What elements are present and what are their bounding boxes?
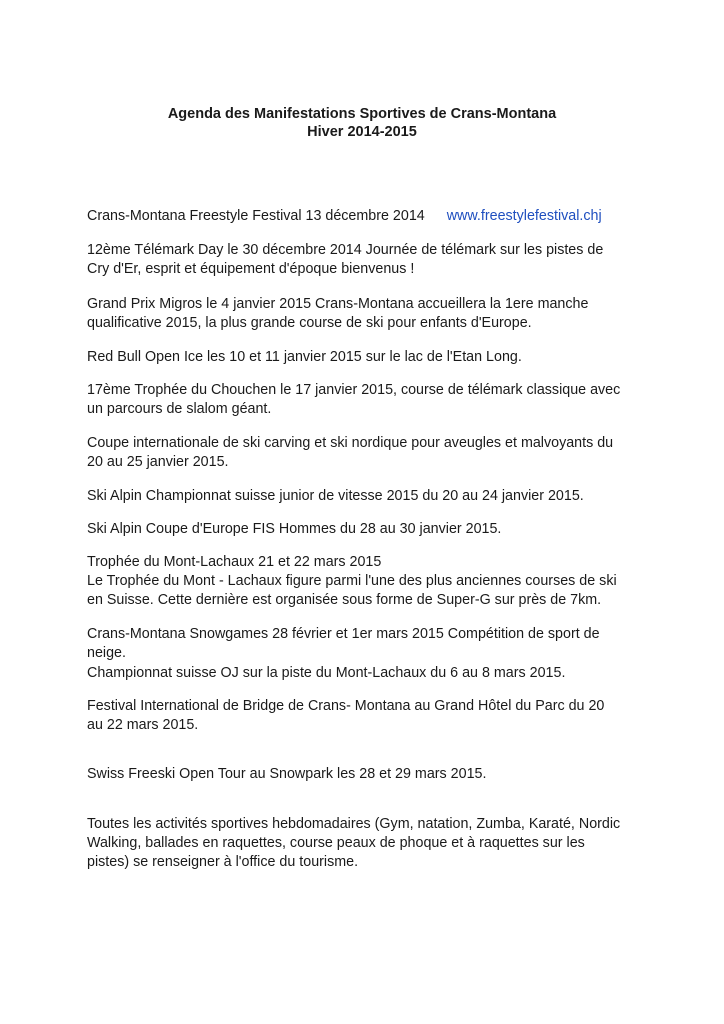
event-trophee-chouchen (87, 381, 657, 419)
event-grand-prix-migros (87, 295, 657, 333)
event-line: au 22 mars 2015. (87, 717, 199, 733)
event-line: un parcours de slalom géant. (87, 401, 272, 417)
event-line: Trophée du Mont-Lachaux 21 et 22 mars 2015 (87, 554, 382, 570)
document-title (0, 105, 724, 141)
title-line-2: Hiver 2014-2015 (307, 124, 417, 140)
event-red-bull-open-ice (87, 348, 657, 367)
event-line: 17ème Trophée du Chouchen le 17 janvier 2015, course de télémark classique avec (87, 382, 621, 398)
event-coupe-internationale (87, 434, 657, 472)
event-line: Red Bull Open Ice les 10 et 11 janvier 2015 sur le lac de l'Etan Long. (87, 349, 522, 365)
event-line: en Suisse. Cette dernière est organisée sous forme de Super-G sur près de 7km. (87, 592, 602, 608)
event-line: Ski Alpin Coupe d'Europe FIS Hommes du 28 au 30 janvier 2015. (87, 521, 502, 537)
event-line: Ski Alpin Championnat suisse junior de vitesse 2015 du 20 au 24 janvier 2015. (87, 488, 584, 504)
event-telemark-day (87, 241, 657, 279)
title-line-1: Agenda des Manifestations Sportives de Crans-Montana (167, 106, 557, 122)
event-line: 12ème Télémark Day le 30 décembre 2014 Journée de télémark sur les pistes de (87, 242, 604, 258)
event-swiss-freeski (87, 765, 657, 784)
event-text: Crans-Montana Freestyle Festival 13 décembre 2014 (87, 208, 425, 224)
event-line: Le Trophée du Mont - Lachaux figure parmi l'une des plus anciennes courses de ski (87, 573, 617, 589)
event-line: Cry d'Er, esprit et équipement d'époque bienvenus ! (87, 261, 415, 277)
event-line: 20 au 25 janvier 2015. (87, 454, 229, 470)
paragraph-weekly-activities (87, 815, 657, 872)
event-line: qualificative 2015, la plus grande course de ski pour enfants d'Europe. (87, 315, 532, 331)
event-championnat-junior (87, 487, 657, 506)
event-line: Championnat suisse OJ sur la piste du Mont-Lachaux du 6 au 8 mars 2015. (87, 665, 566, 681)
event-line: Swiss Freeski Open Tour au Snowpark les 28 et 29 mars 2015. (87, 766, 487, 782)
event-line: Grand Prix Migros le 4 janvier 2015 Crans-Montana accueillera la 1ere manche (87, 296, 589, 312)
event-line: Toutes les activités sportives hebdomadaires (Gym, natation, Zumba, Karaté, Nordic (87, 816, 621, 832)
event-line: pistes) se renseigner à l'office du tourisme. (87, 854, 359, 870)
event-championnat-oj (87, 664, 657, 683)
event-line: neige. (87, 645, 126, 661)
event-coupe-europe-fis (87, 520, 657, 539)
event-line: Walking, ballades en raquettes, course peaux de phoque et à raquettes sur les (87, 835, 585, 851)
event-line: Crans-Montana Snowgames 28 février et 1er mars 2015 Compétition de sport de (87, 626, 600, 642)
event-festival-bridge (87, 697, 657, 735)
event-freestyle-festival (87, 207, 657, 226)
freestyle-festival-link[interactable]: www.freestylefestival.chj (446, 208, 602, 224)
event-trophee-mont-lachaux (87, 553, 657, 610)
event-snowgames (87, 625, 657, 663)
event-line: Festival International de Bridge de Crans- Montana au Grand Hôtel du Parc du 20 (87, 698, 605, 714)
event-line: Coupe internationale de ski carving et ski nordique pour aveugles et malvoyants du (87, 435, 614, 451)
